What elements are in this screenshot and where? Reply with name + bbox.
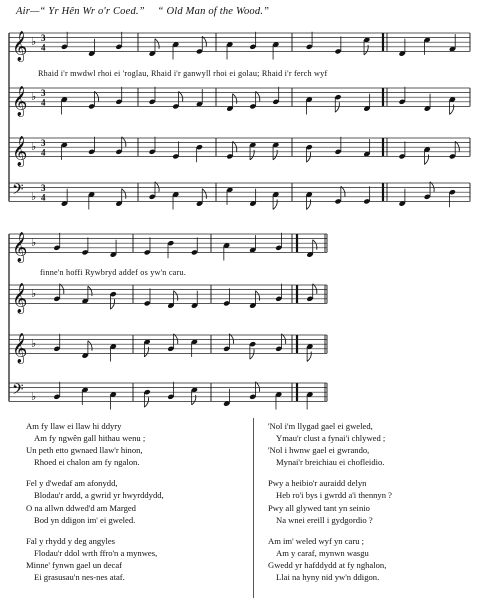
verse-line: Am im' weled wyf yn caru ;: [268, 535, 365, 546]
note-flag: [122, 189, 126, 199]
verse-line: Am fy llaw ei llaw hi ddyry: [26, 421, 122, 431]
note-flag: [144, 397, 148, 407]
verse-line: Blodau'r ardd, a gwrid yr hwyrddydd,: [34, 490, 164, 501]
note-flag: [202, 189, 206, 199]
note-flag: [307, 352, 311, 362]
verse-line: Ymau'r clust a fynai'i chlywed ;: [276, 433, 386, 444]
note-flag: [88, 286, 92, 296]
lyric-line-2: finne'n hoffi Rywbryd addef os yw'n caru.: [40, 268, 186, 277]
lyric-line-1: Rhaid i'r mwdwl rhoi ei 'roglau, Rhaid i'r ganwyll rhoi ei golau; Rhaid i'r ferch wyf: [38, 69, 328, 78]
note-flag: [424, 155, 428, 165]
verse-line: Heb ro'i bys i gwrdd a'i thennyn ?: [276, 490, 392, 501]
verse-line: Am fy ngwên gall hithau wenu ;: [34, 433, 146, 444]
note-flag: [250, 150, 254, 160]
note-flag: [233, 94, 237, 104]
verse-line: 'Nol i'm llygad gael ei gweled,: [268, 421, 373, 431]
verse-line: Mynai'r breichiau ei chofleidio.: [276, 457, 385, 468]
note-flag: [144, 347, 148, 357]
air-label: Air—“ Yr Hên Wr o'r Coed.”: [16, 6, 145, 17]
flat-icon: ♭: [31, 35, 37, 49]
flat-icon: ♭: [31, 337, 37, 351]
verse-line: Flodau'r ddol wrth ffro'n a mynwes,: [34, 547, 158, 558]
verse-line: Fal y rhydd y deg angyles: [26, 535, 116, 546]
time-signature-bottom: 4: [41, 192, 46, 203]
verse-line: Bod yn ddigon im' ei gweled.: [34, 514, 136, 525]
verse-line: Am y caraf, mynwn wasgu: [276, 547, 369, 558]
treble-clef-icon: 𝄞: [12, 333, 28, 364]
treble-clef-icon: 𝄞: [12, 283, 28, 314]
note-flag: [255, 291, 259, 301]
bass-clef-icon: 𝄢: [12, 180, 24, 202]
verse-column-right: [268, 420, 392, 583]
note-flag: [335, 102, 339, 112]
verse-line: Llai na hyny nid yw'n ddigon.: [276, 572, 380, 583]
verse-line: Rhoed ei chalon am fy ngalon.: [34, 457, 140, 468]
note-flag: [273, 150, 277, 160]
verse-column-left: [26, 420, 164, 583]
flat-icon: ♭: [31, 236, 37, 250]
verse-line: O na allwn ddwed'd am Marged: [26, 502, 136, 513]
note-flag: [88, 341, 92, 351]
flat-icon: ♭: [31, 90, 37, 104]
verse-line: Ei grasusau'n nes-nes ataf.: [34, 572, 125, 583]
time-signature-top: 3: [41, 183, 46, 194]
note-flag: [155, 39, 159, 49]
treble-clef-icon: 𝄞: [12, 232, 28, 263]
treble-clef-icon: 𝄞: [12, 86, 28, 117]
bass-clef-icon: 𝄢: [12, 380, 24, 402]
treble-clef-icon: 𝄞: [12, 136, 28, 167]
note-flag: [250, 349, 254, 359]
note-flag: [313, 240, 317, 250]
verse-line: Minne' fynwn gael un decaf: [26, 559, 123, 570]
time-signature-top: 3: [41, 138, 46, 149]
time-signature-top: 3: [41, 33, 46, 44]
verse-line: Na wnei ereill i gydgordio ?: [276, 514, 373, 525]
verse-line: Pwy a heibio'r auraidd delyn: [268, 478, 367, 489]
verse-line: Fel y d'wedaf am afonydd,: [26, 478, 118, 489]
verse-line: 'Nol i hwnw gael ei gwrando,: [268, 445, 370, 456]
note-flag: [306, 200, 310, 210]
note-flag: [273, 200, 277, 210]
note-flag: [364, 45, 368, 55]
note-flag: [192, 395, 196, 405]
treble-clef-icon: 𝄞: [12, 31, 28, 62]
note-flag: [174, 291, 178, 301]
flat-icon: ♭: [31, 189, 37, 203]
note-flag: [450, 105, 454, 115]
column-divider: [253, 418, 254, 598]
time-signature-bottom: 4: [41, 147, 46, 158]
note-flag: [306, 152, 310, 162]
verse-line: Pwy all glywed tant yn seinio: [268, 502, 370, 513]
time-signature-top: 3: [41, 88, 46, 99]
verse-line: Gwedd yr hafddydd at fy nghalon,: [268, 559, 387, 570]
time-signature-bottom: 4: [41, 42, 46, 53]
english-title: “ Old Man of the Wood.”: [157, 6, 270, 17]
verse-line: Un peth etto gwnaed llaw'r hinon,: [26, 445, 143, 456]
flat-icon: ♭: [31, 140, 37, 154]
flat-icon: ♭: [31, 389, 37, 403]
flat-icon: ♭: [31, 287, 37, 301]
time-signature-bottom: 4: [41, 97, 46, 108]
note-flag: [110, 299, 114, 309]
